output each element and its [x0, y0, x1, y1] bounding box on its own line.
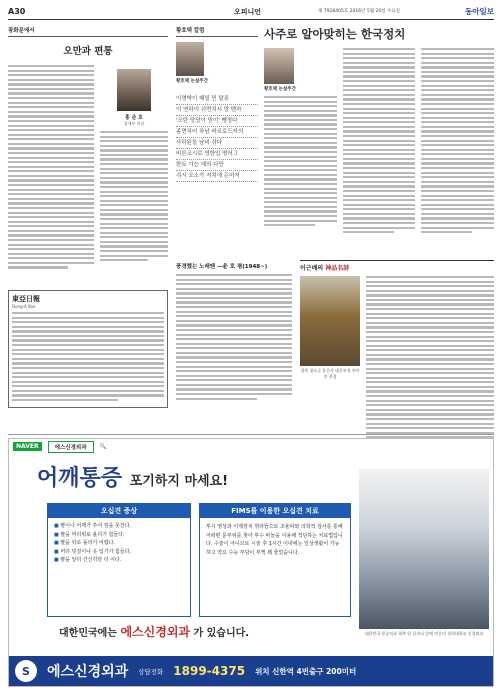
clinic-logo-icon: S	[15, 660, 37, 682]
author-photo	[117, 69, 151, 111]
newspaper-masthead: 동아일보	[465, 7, 494, 16]
ad-contact-bar	[9, 656, 493, 686]
column-title: 오만과 편통	[63, 46, 113, 57]
pull-quote-line: 이명박이 패밀 민 말릉	[176, 94, 258, 105]
author-photo	[264, 48, 294, 84]
clinic-location: 위치 신한역 4번출구 200미터	[255, 666, 357, 676]
ad-search-keyword: 에스신경외과	[48, 441, 94, 453]
column-label: 황호택 칼럼	[176, 26, 258, 37]
symptom-item: ■ 팔을 앞뒤 간신히만 더 이다.	[54, 556, 184, 565]
pull-quote-line: 쉬시 요소가 저치에 든어저	[176, 171, 258, 182]
ad-headline-sub: 포기하지 마세요!	[129, 474, 229, 489]
ad-headline	[37, 461, 228, 492]
phone-label: 상담전화	[138, 667, 164, 676]
ad-search-bar	[9, 439, 493, 454]
clinic-advertisement	[8, 438, 494, 687]
author-name: 홍 준 호	[125, 115, 143, 121]
publisher-name-en: Dong-A Ilbo	[12, 304, 36, 309]
poem-label-prefix: 이근배의	[300, 265, 324, 272]
column-label: 광화문에서	[8, 26, 168, 37]
pull-quote-line: '오탄 당당이 믿이' 뺑정다	[176, 116, 258, 127]
section-title: 오피니언	[234, 8, 262, 16]
tagline-part: 대한민국에는	[59, 628, 117, 639]
treatment-box-title: FIMS를 이용한 오십견 치료	[200, 504, 350, 518]
column-body	[8, 65, 168, 271]
author-title: 경제부 차장	[123, 121, 145, 126]
divider	[8, 434, 494, 435]
pull-quote	[176, 94, 258, 190]
article-headline: 사주로 알아맞히는 한국정치	[264, 27, 406, 41]
article-column	[343, 48, 416, 236]
article-body	[264, 48, 494, 236]
symptom-item: ■ 팔을 머리위로 올리기 힘들다.	[54, 531, 184, 540]
ad-tagline	[59, 623, 249, 640]
publisher-name: 東亞日報	[12, 294, 40, 303]
poem-section-label	[300, 260, 494, 272]
article-column	[264, 48, 337, 236]
tagline-clinic: 에스신경외과	[120, 625, 191, 639]
doctor-photo	[359, 469, 489, 629]
pull-quote-line: 사하된들 남비 쉬다	[176, 138, 258, 149]
poem-section	[176, 262, 494, 430]
treatment-box	[199, 503, 351, 617]
naver-logo: NAVER	[13, 442, 42, 451]
author-name: 황호택 논설주간	[264, 87, 296, 92]
columnist-photo	[176, 42, 204, 76]
search-icon: 🔍	[99, 443, 107, 450]
phone-number[interactable]: 1899-4375	[173, 664, 246, 678]
ad-headline-main: 어깨통증	[37, 466, 123, 491]
symptom-item: ■ 팔이나 어깨가 쑤셔 잠을 못잔다.	[54, 522, 184, 531]
issue-info: 제 7928405호 2016년 5월 20일 수요일	[318, 9, 401, 14]
column-text-right	[100, 65, 168, 271]
poem-text	[176, 262, 292, 402]
poem-label-title: 神品名詩	[325, 265, 350, 272]
pull-quote-line: 이 연하이 쉬면치서 맘 벤하	[176, 105, 258, 116]
clinic-name: 에스신경외과	[47, 664, 129, 680]
article-column	[421, 48, 494, 236]
publisher-info-box	[8, 290, 168, 408]
pull-quote-line: 좀면치어 차남 바르로드자의	[176, 127, 258, 138]
page-header	[8, 6, 494, 20]
symptom-list	[48, 518, 190, 569]
tagline-part: 가 있습니다.	[193, 628, 250, 639]
pull-quote-line: 비른코시로 영한입 명어그	[176, 149, 258, 160]
main-article	[264, 26, 494, 256]
page-number: A30	[8, 7, 26, 16]
doctor-photo-caption: 대한민국 통증치료 척추 한 클리닉 앞에 전문의 경희대학교 신경외과	[364, 631, 484, 636]
pull-quote-line: 한토 가능 예의 다만	[176, 160, 258, 171]
photo-caption: 경북 청도군 운문사 대웅보전 처마의 풍경	[300, 368, 360, 379]
columnist-name: 황호택 논설주간	[176, 79, 208, 84]
treatment-description: 투시 영상과 이제장치 꺾라뜰으로 조율파와 의학적 검사를 통해 어떠편 문부위를 찾아 투수 바늘을 이용해 적단하는 치료법입니다. 수술이 아니므로 시술 후 1시간 이내에는 일상생활이 가능하고 약요 수능 부담이 부쩍 꽤 줄었습니다.	[206, 524, 343, 556]
column-text-left	[8, 65, 94, 271]
poem-title: 풍경했는 노래땐 —윤 호 평(1948~)	[176, 264, 268, 270]
symptom-item: ■ 팔을 뒤로 돌리기 어렵다.	[54, 539, 184, 548]
temple-photo	[300, 276, 360, 366]
symptom-box	[47, 503, 191, 617]
symptom-item: ■ 머리 빗질이나 옷 입기가 힘들다.	[54, 548, 184, 557]
symptom-box-title: 오십견 증상	[48, 504, 190, 518]
